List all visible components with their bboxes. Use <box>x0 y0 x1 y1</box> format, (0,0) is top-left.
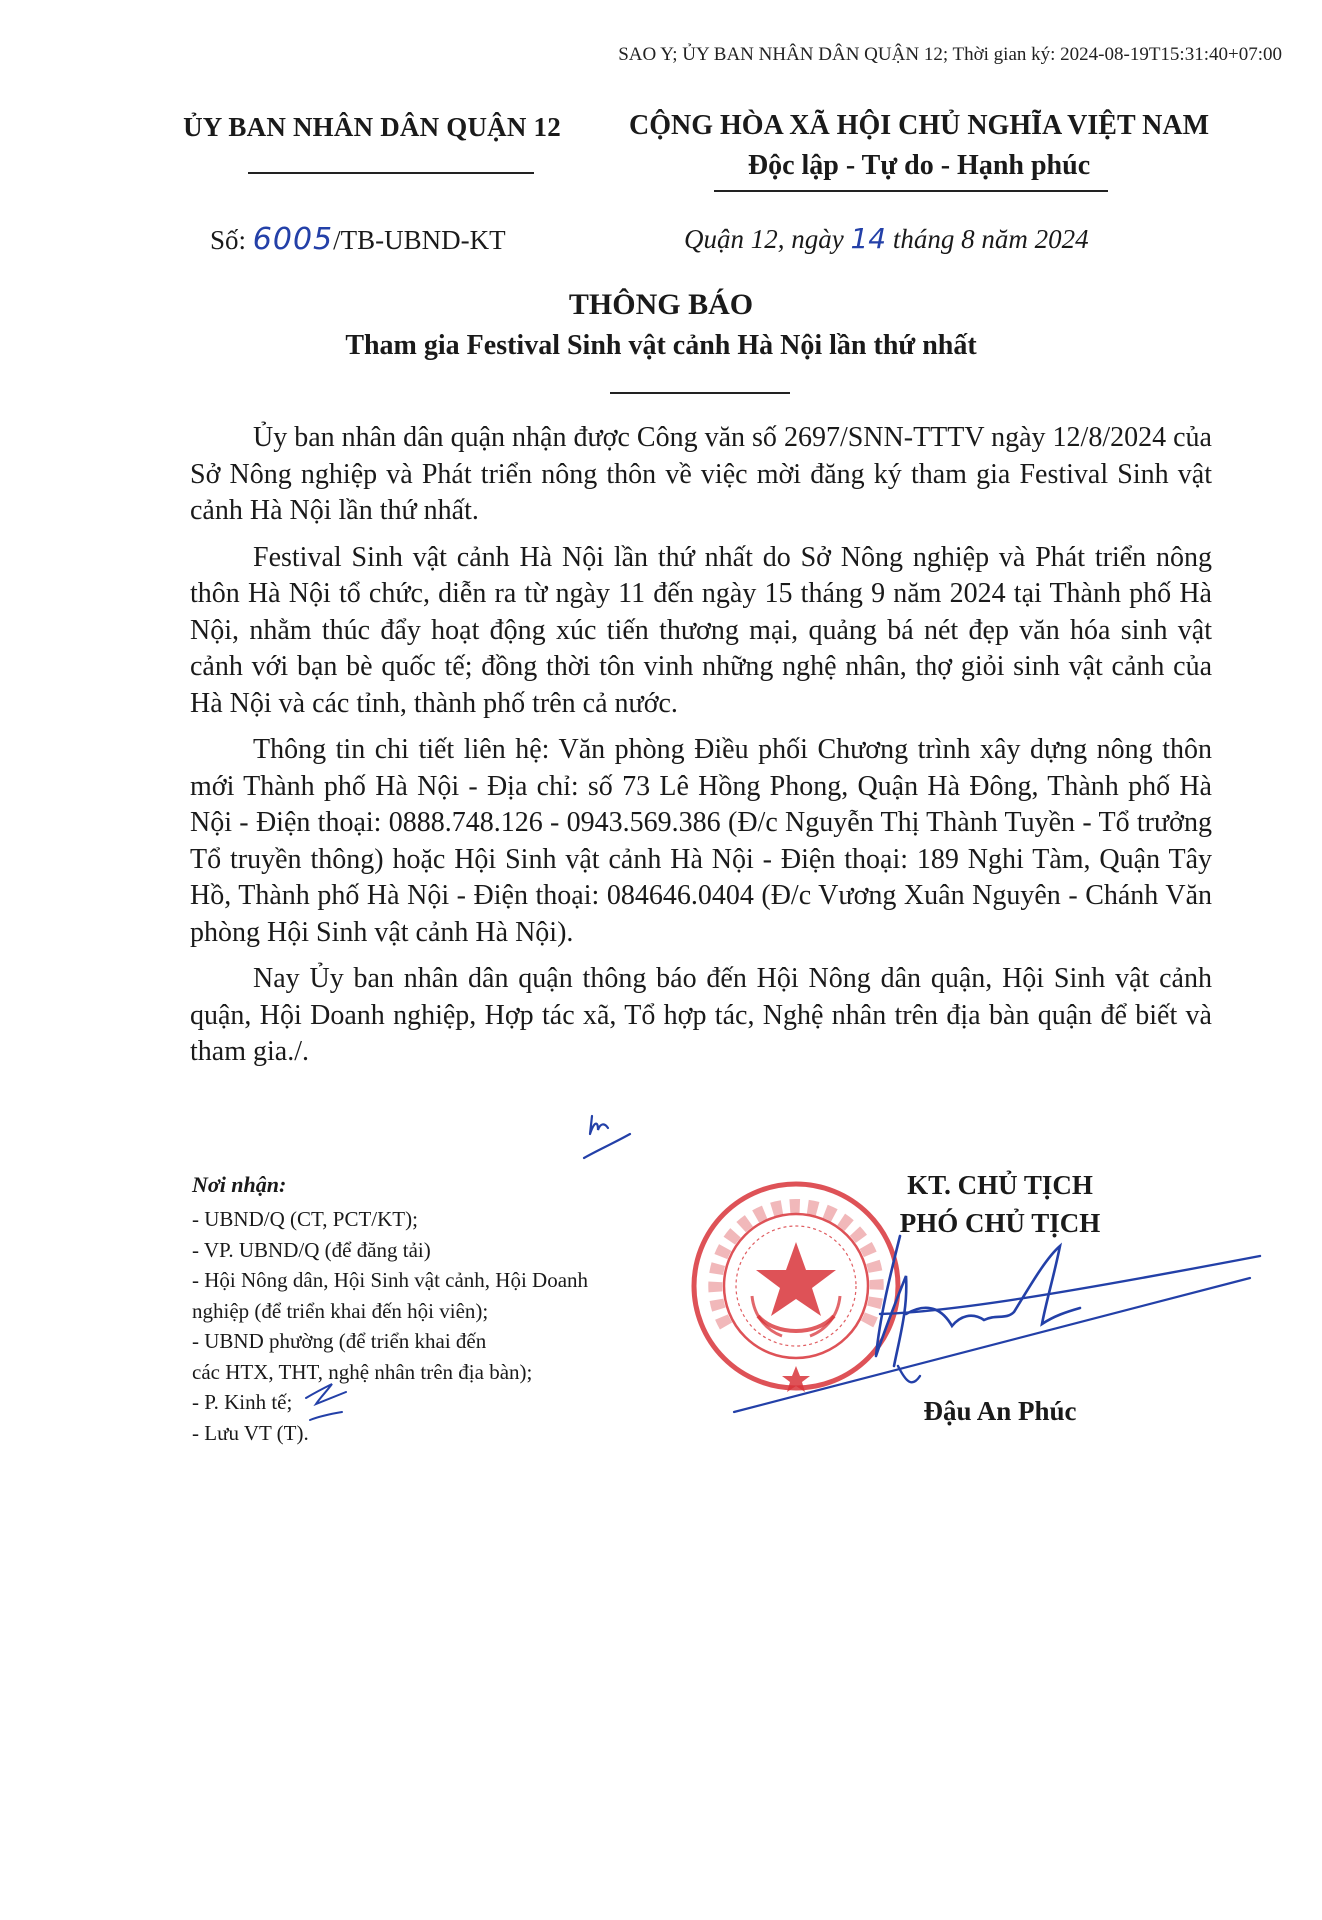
paragraph-1: Ủy ban nhân dân quận nhận được Công văn số 2697/SNN-TTTV ngày 12/8/2024 của Sở Nông nghiệp và Phát triển nông thôn về việc mời đăng ký tham gia Festival Sinh vật cảnh Hà Nội lần thứ nhất. <box>190 422 1212 526</box>
docno-suffix: /TB-UBND-KT <box>333 225 506 255</box>
handwritten-day: 14 <box>850 222 887 255</box>
title-underline <box>610 392 790 394</box>
recipient-item: - P. Kinh tế; <box>192 1390 293 1414</box>
paragraph-2: Festival Sinh vật cảnh Hà Nội lần thứ nhất do Sở Nông nghiệp và Phát triển nông thôn Hà Nội tổ chức, diễn ra từ ngày 11 đến ngày 15 tháng 9 năm 2024 tại Thành phố Hà Nội, nhằm thúc đẩy hoạt động xúc tiến thương mại, quảng bá nét đẹp văn hóa sinh vật cảnh với bạn bè quốc tế; đồng thời tôn vinh những nghệ nhân, thợ giỏi sinh vật cảnh của Hà Nội và các tỉnh, thành phố trên cả nước. <box>190 541 1212 719</box>
motto-underline <box>714 190 1108 192</box>
recipient-item: nghiệp (để triển khai đến hội viên); <box>192 1298 489 1323</box>
issuing-organization: ỦY BAN NHÂN DÂN QUẬN 12 <box>183 112 561 142</box>
paragraph-4: Nay Ủy ban nhân dân quận thông báo đến Hội Nông dân quận, Hội Sinh vật cảnh quận, Hội Doanh nghiệp, Hợp tác xã, Tổ hợp tác, Nghệ nhân trên địa bàn quận để biết và tham gia./. <box>190 963 1212 1067</box>
place-date-before: Quận 12, ngày <box>684 224 844 254</box>
place-date-after: tháng 8 năm 2024 <box>892 224 1089 254</box>
handwritten-initial-icon <box>302 1376 362 1426</box>
handwritten-check-icon <box>578 1108 638 1168</box>
handwritten-signature-icon <box>730 1216 1270 1416</box>
signature-title-1: KT. CHỦ TỊCH <box>907 1170 1093 1200</box>
document-number <box>210 222 506 257</box>
recipient-item: - Lưu VT (T). <box>192 1420 309 1445</box>
recipient-item: - VP. UBND/Q (để đăng tải) <box>192 1237 431 1262</box>
docno-handwritten-number: 6005 <box>252 222 334 257</box>
recipient-item: - Hội Nông dân, Hội Sinh vật cảnh, Hội Doanh <box>192 1268 589 1292</box>
org-underline <box>248 172 534 174</box>
signature-title-2: PHÓ CHỦ TỊCH <box>899 1208 1101 1238</box>
signer-name: Đậu An Phúc <box>923 1396 1077 1426</box>
recipient-item: các HTX, THT, nghệ nhân trên địa bàn); <box>192 1359 533 1384</box>
recipient-item: - UBND/Q (CT, PCT/KT); <box>192 1207 418 1231</box>
paragraph-3: Thông tin chi tiết liên hệ: Văn phòng Điều phối Chương trình xây dựng nông thôn mới Thành phố Hà Nội - Địa chỉ: số 73 Lê Hồng Phong, Quận Hà Đông, Thành phố Hà Nội - Điện thoại: 0888.748.126 - 0943.569.386 (Đ/c Nguyễn Thị Thành Tuyền - Tổ trưởng Tổ truyền thông) hoặc Hội Sinh vật cảnh Hà Nội - Điện thoại: 189 Nghi Tàm, Quận Tây Hồ, Thành phố Hà Nội - Điện thoại: 084646.0404 (Đ/c Vương Xuân Nguyên - Chánh Văn phòng Hội Sinh vật cảnh Hà Nội). <box>190 734 1212 948</box>
place-and-date <box>684 222 1089 255</box>
national-title: CỘNG HÒA XÃ HỘI CHỦ NGHĨA VIỆT NAM <box>628 110 1210 141</box>
national-motto: Độc lập - Tự do - Hạnh phúc <box>747 150 1091 181</box>
digital-copy-stamp: SAO Y; ỦY BAN NHÂN DÂN QUẬN 12; Thời gian ký: 2024-08-19T15:31:40+07:00 <box>618 44 1282 65</box>
document-body <box>190 420 1212 1081</box>
recipients-list <box>192 1204 672 1448</box>
recipient-item: - UBND phường (để triển khai đến <box>192 1329 487 1353</box>
document-title: THÔNG BÁO <box>568 288 754 321</box>
docno-prefix: Số: <box>210 225 247 255</box>
document-subtitle: Tham gia Festival Sinh vật cảnh Hà Nội lần thứ nhất <box>345 330 977 361</box>
recipients-heading: Nơi nhận: <box>192 1172 287 1197</box>
